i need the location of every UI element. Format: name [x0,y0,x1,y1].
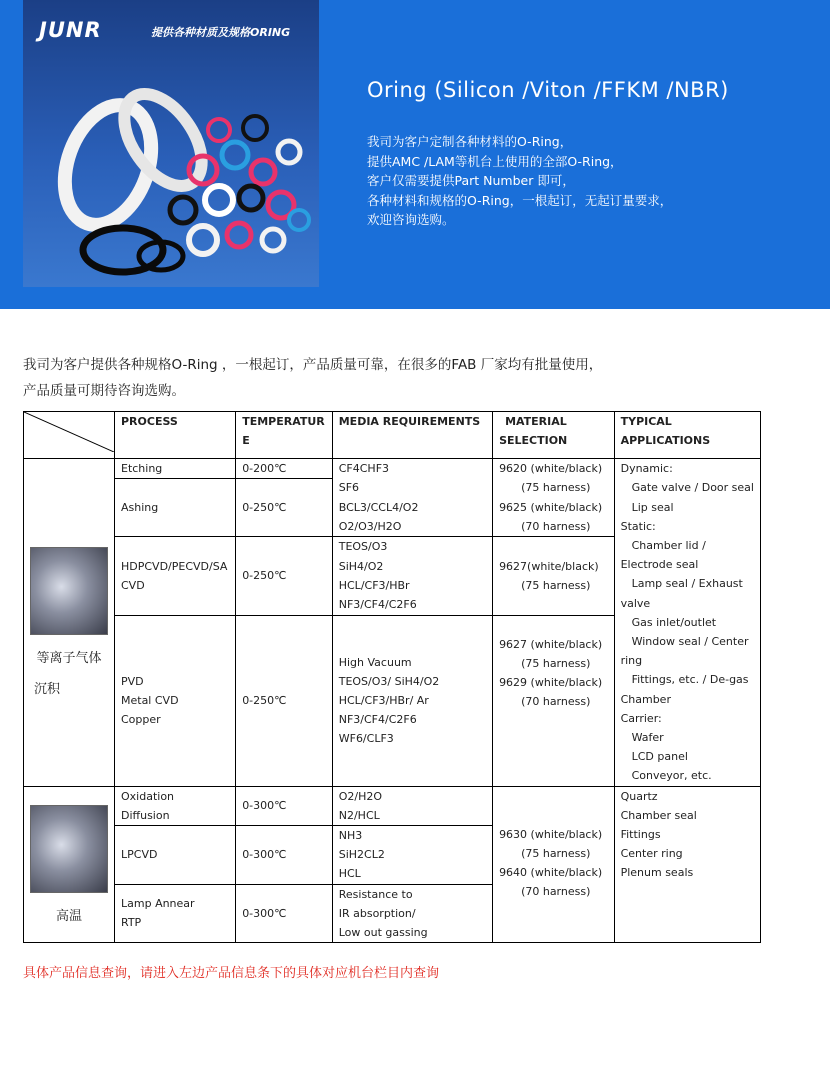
category-label: 高温 [55,908,82,924]
corner-cell [24,412,115,459]
diagonal-line [24,412,114,452]
top-banner [0,0,830,309]
process-hdpcvd: HDPCVD/PECVD/SA CVD [115,537,236,615]
oring-spec-table [23,411,761,943]
banner-title: Oring (Silicon /Viton /FFKM /NBR) [367,78,729,102]
table-header-row [24,412,761,459]
high-temp-photo [30,805,108,893]
header-material: MATERIAL SELECTION [493,412,615,459]
temp-hdpcvd: 0-250℃ [236,537,333,615]
temp-oxidation: 0-300℃ [236,786,333,825]
process-oxidation: Oxidation Diffusion [115,786,236,825]
media-pvd: High Vacuum TEOS/O3/ SiH4/O2 HCL/CF3/HBr/ Ar NF3/CF4/C2F6 WF6/CLF3 [332,615,492,786]
header-temperature: TEMPERATUR E [236,412,333,459]
oring-product-image [23,0,319,287]
temp-etching: 0-200℃ [236,459,333,479]
temp-lamp: 0-300℃ [236,884,333,943]
typical-high-temp: Quartz Chamber seal Fittings Center ring Plenum seals [614,786,760,943]
process-etching: Etching [115,459,236,479]
intro-line: 产品质量可期待咨询选购。 [23,383,185,399]
material-high-temp: 9630 (white/black) (75 harness) 9640 (white/black) (70 harness) [493,786,615,943]
junr-logo: JUNR [39,18,102,42]
media-etch: CF4CHF3 SF6 BCL3/CCL4/O2 O2/O3/H2O [332,459,492,537]
banner-description [367,132,672,230]
footer-note: 具体产品信息查询，请进入左边产品信息条下的具体对应机台栏目内查询 [23,966,440,981]
desc-line: 提供AMC /LAM等机台上使用的全部O-Ring， [367,153,623,169]
intro-paragraph [23,352,602,404]
desc-line: 我司为客户定制各种材料的O-Ring， [367,134,573,149]
header-media: MEDIA REQUIREMENTS [332,412,492,459]
desc-line: 欢迎咨询选购。 [367,212,455,227]
category-label: 等离子气体 沉积 [34,651,102,698]
typical-plasma: Dynamic: Gate valve / Door seal Lip seal Static: Chamber lid / Electrode seal Lamp seal / Exhaust valve Gas inlet/outlet Window seal / Center ring Fittings, etc. / De-gas Chamber Carrier: Wafer LCD panel Conveyor, etc. [614,459,760,786]
header-process: PROCESS [115,412,236,459]
desc-line: 客户仅需要提供Part Number 即可， [367,173,575,188]
category-high-temp [24,786,115,943]
category-plasma [24,459,115,786]
header-typical: TYPICAL APPLICATIONS [614,412,760,459]
temp-pvd: 0-250℃ [236,615,333,786]
temp-lpcvd: 0-300℃ [236,826,333,885]
process-pvd: PVD Metal CVD Copper [115,615,236,786]
process-lamp: Lamp Annear RTP [115,884,236,943]
media-lamp: Resistance to IR absorption/ Low out gassing [332,884,492,943]
intro-line: 我司为客户提供各种规格O-Ring ，一根起订，产品质量可靠，在很多的FAB 厂家均有批量使用， [23,357,603,373]
desc-line: 各种材料和规格的O-Ring，一根起订，无起订量要求， [367,192,673,208]
table-row [24,459,761,479]
material-pvd: 9627 (white/black) (75 harness) 9629 (white/black) (70 harness) [493,615,615,786]
process-ashing: Ashing [115,479,236,537]
image-caption: 提供各种材质及规格ORING [151,26,291,39]
orings-illustration [23,0,319,287]
temp-ashing: 0-250℃ [236,479,333,537]
media-hdpcvd: TEOS/O3 SiH4/O2 HCL/CF3/HBr NF3/CF4/C2F6 [332,537,492,615]
plasma-photo [30,547,108,635]
process-lpcvd: LPCVD [115,826,236,885]
material-etch: 9620 (white/black) (75 harness) 9625 (white/black) (70 harness) [493,459,615,537]
media-lpcvd: NH3 SiH2CL2 HCL [332,826,492,885]
media-oxidation: O2/H2O N2/HCL [332,786,492,825]
material-hdpcvd: 9627(white/black) (75 harness) [493,537,615,615]
table-row [24,786,761,825]
